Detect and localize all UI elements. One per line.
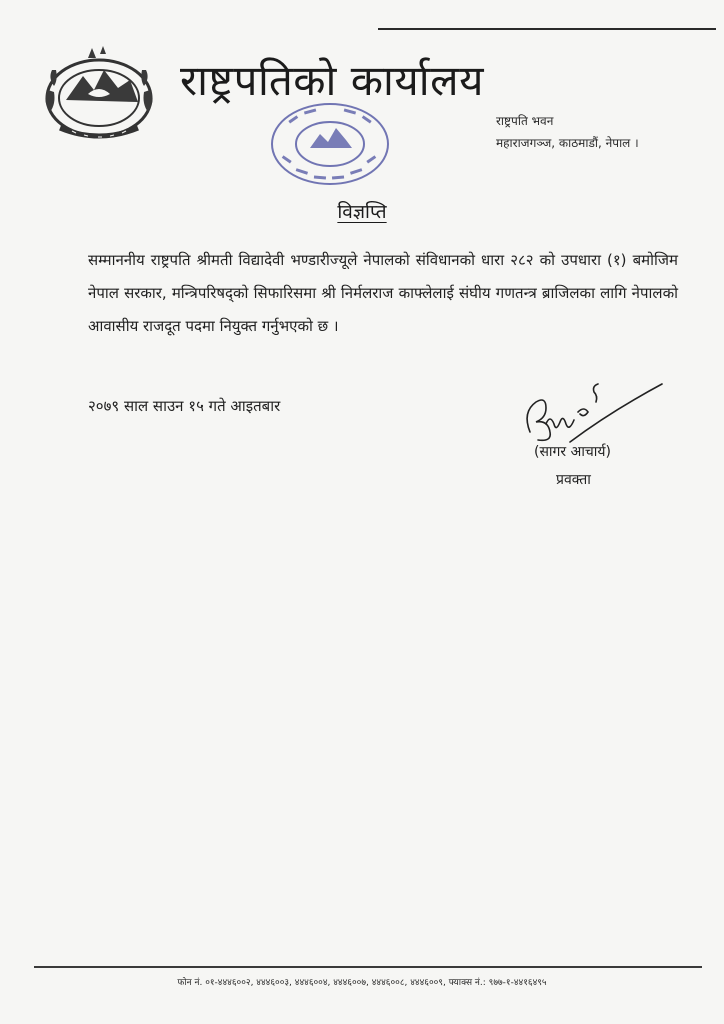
bottom-divider: [34, 966, 702, 968]
office-title: राष्ट्रपतिको कार्यालय: [180, 56, 484, 105]
notice-heading: विज्ञप्ति: [337, 201, 387, 223]
office-stamp-icon: [268, 100, 392, 188]
notice-body: सम्माननीय राष्ट्रपति श्रीमती विद्यादेवी भण्डारीज्यूले नेपालको संविधानको धारा २८२ को उपधारा (१) बमोजिम नेपाल सरकार, मन्त्रिपरिषद्को सिफारिसमा श्री निर्मलराज काफ्लेलाई संघीय गणतन्त्र ब्राजिलका लागि नेपालको आवासीय राजदूत पदमा नियुक्त गर्नुभएको छ ।: [88, 251, 678, 335]
notice-date: २०७९ साल साउन १५ गते आइतबार: [88, 397, 281, 415]
signatory-title: प्रवक्ता: [556, 472, 591, 488]
signatory-name: (सागर आचार्य): [534, 444, 612, 460]
notice-heading-container: [0, 198, 724, 224]
national-emblem-icon: [38, 40, 160, 144]
top-divider: [378, 28, 716, 30]
footer-contact: फोन नं. ०१-४४४६००२, ४४४६००३, ४४४६००४, ४४४६००७, ४४४६००८, ४४४६००९, फ्याक्स नं.: ९७७-१-४४१६४९५: [177, 978, 547, 988]
address-line-1: राष्ट्रपति भवन: [496, 114, 554, 128]
office-address: [496, 110, 639, 154]
address-line-2: महाराजगञ्ज, काठमाडौं, नेपाल ।: [496, 136, 639, 150]
